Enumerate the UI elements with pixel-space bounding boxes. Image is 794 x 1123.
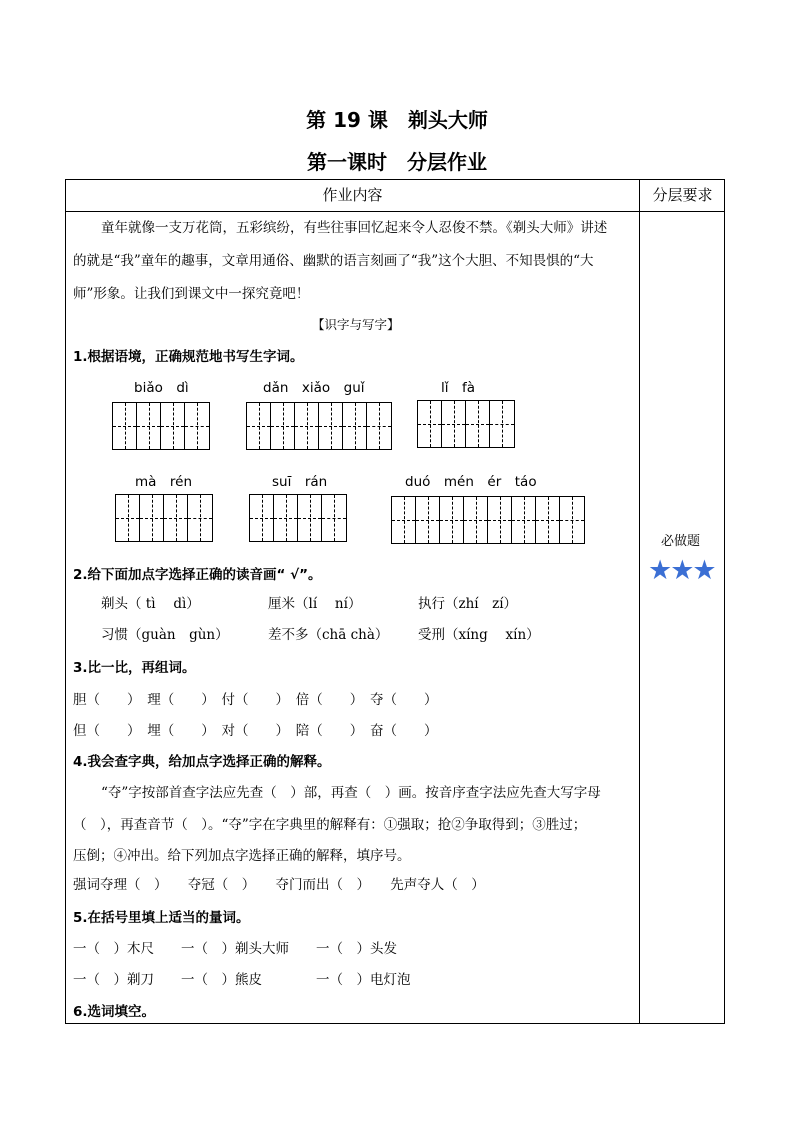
intro-line-2: 的就是“我”童年的趣事，文章用通俗、幽默的语言刻画了“我”这个大胆、不知畏惧的“大 xyxy=(73,253,594,269)
q4-title: 4.我会查字典，给加点字选择正确的解释。 xyxy=(73,754,331,770)
pinyin-danxiaogui: dǎn xiǎo guǐ xyxy=(263,380,365,396)
writing-grid-suiran[interactable] xyxy=(249,494,347,542)
requirement-label: 必做题 xyxy=(661,534,701,549)
pinyin-biaodi: biǎo dì xyxy=(134,380,189,396)
q2-title: 2.给下面加点字选择正确的读音画“ √”。 xyxy=(73,567,322,583)
intro-line-3: 师”形象。让我们到课文中一探究竟吧！ xyxy=(73,286,310,302)
q4-line-3: 压倒；④冲出。给下列加点字选择正确的解释，填序号。 xyxy=(73,848,411,864)
q3-row-2: 但（ ） 埋（ ） 对（ ） 陪（ ） 奋（ ） xyxy=(73,723,438,739)
q2-item-5: 差不多（chā chà） xyxy=(268,627,389,643)
q2-item-3: 执行（zhí zí） xyxy=(418,596,518,612)
page-title: 第 19 课 剃头大师 xyxy=(306,108,488,132)
pinyin-suiran: suī rán xyxy=(272,474,328,490)
q6-title: 6.选词填空。 xyxy=(73,1004,156,1020)
header-requirement: 分层要求 xyxy=(652,186,713,204)
q4-line-4: 强词夺理（ ） 夺冠（ ） 夺门而出（ ） 先声夺人（ ） xyxy=(73,877,485,893)
q5-title: 5.在括号里填上适当的量词。 xyxy=(73,910,250,926)
q3-title: 3.比一比，再组词。 xyxy=(73,660,196,676)
pinyin-duomenertao: duó mén ér táo xyxy=(405,474,537,490)
page-subtitle: 第一课时 分层作业 xyxy=(307,150,487,174)
q4-line-1: “夺”字按部首查字法应先查（ ）部，再查（ ）画。按音序查字法应先查大写字母 xyxy=(101,785,601,801)
q5-row-2: 一（ ）剃刀 一（ ）熊皮 一（ ）电灯泡 xyxy=(73,972,411,988)
writing-grid-duomenertao[interactable] xyxy=(391,496,585,544)
q5-row-1: 一（ ）木尺 一（ ）剃头大师 一（ ）头发 xyxy=(73,941,397,957)
column-divider xyxy=(639,180,640,1023)
header-divider xyxy=(66,211,724,212)
writing-grid-danxiaogui[interactable] xyxy=(246,402,392,450)
q4-line-2: （ ），再查音节（ ）。“夺”字在字典里的解释有：①强取；抢②争取得到；③胜过； xyxy=(73,817,587,833)
q2-item-4: 习惯（guàn gùn） xyxy=(101,627,229,643)
q2-item-1: 剃头（ tì dì） xyxy=(101,596,200,612)
pinyin-maren: mà rén xyxy=(135,474,193,490)
q2-item-6: 受刑（xíng xín） xyxy=(418,627,540,643)
q1-title: 1.根据语境，正确规范地书写生字词。 xyxy=(73,349,304,365)
header-content: 作业内容 xyxy=(322,186,383,204)
pinyin-lifa: lǐ fà xyxy=(441,380,476,396)
section-heading: 【识字与写字】 xyxy=(312,317,400,332)
writing-grid-maren[interactable] xyxy=(115,494,213,542)
writing-grid-lifa[interactable] xyxy=(417,400,515,448)
q3-row-1: 胆（ ） 理（ ） 付（ ） 倍（ ） 夺（ ） xyxy=(73,692,438,708)
intro-line-1: 童年就像一支万花筒，五彩缤纷，有些往事回忆起来令人忍俊不禁。《剃头大师》讲述 xyxy=(101,220,608,236)
difficulty-stars-icon: ★★★ xyxy=(648,555,715,586)
writing-grid-biaodi[interactable] xyxy=(112,402,210,450)
q2-item-2: 厘米（lí ní） xyxy=(268,596,362,612)
